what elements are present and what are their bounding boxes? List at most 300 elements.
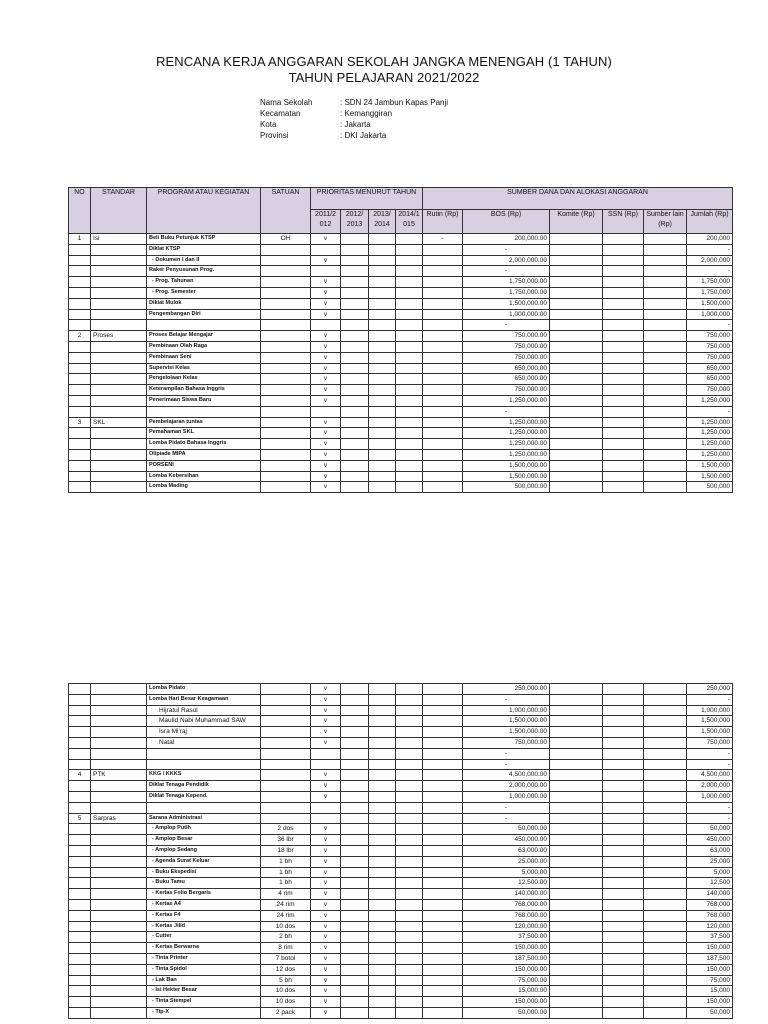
cell-jumlah: 250,000 <box>687 684 733 695</box>
cell-satuan <box>261 287 311 298</box>
cell-sumber-lain <box>644 439 687 450</box>
header-year-2012 <box>341 210 369 234</box>
cell-ssn <box>603 878 644 889</box>
cell-rutin <box>423 309 463 320</box>
cell-prioritas-2012 <box>341 460 369 471</box>
cell-sumber-lain <box>644 417 687 428</box>
cell-sumber-lain <box>644 899 687 910</box>
table-row <box>69 867 733 878</box>
cell-standar <box>91 471 147 482</box>
cell-prioritas-2011: v <box>311 791 341 802</box>
cell-satuan <box>261 277 311 288</box>
cell-satuan: 5 bh <box>261 975 311 986</box>
cell-komite <box>550 385 603 396</box>
table-row <box>69 705 733 716</box>
header-sumber-lain-text: (Rp) <box>658 221 672 228</box>
cell-prioritas-2014 <box>396 694 423 705</box>
cell-no <box>69 953 91 964</box>
table-row <box>69 266 733 277</box>
cell-jumlah: - <box>687 266 733 277</box>
cell-prioritas-2011: v <box>311 395 341 406</box>
cell-program: - Amplop Putih <box>147 824 261 835</box>
cell-prioritas-2013 <box>369 449 396 460</box>
cell-bos: 140,000.00 <box>463 889 550 900</box>
table-row <box>69 277 733 288</box>
cell-prioritas-2014 <box>396 298 423 309</box>
cell-prioritas-2011: v <box>311 964 341 975</box>
cell-sumber-lain <box>644 824 687 835</box>
cell-prioritas-2011: v <box>311 439 341 450</box>
cell-prioritas-2011: v <box>311 417 341 428</box>
cell-prioritas-2014 <box>396 921 423 932</box>
cell-ssn <box>603 781 644 792</box>
cell-jumlah: 650,000 <box>687 363 733 374</box>
cell-program: Proses Belajar Mengajar <box>147 331 261 342</box>
cell-ssn <box>603 320 644 331</box>
info-row <box>260 119 540 130</box>
cell-satuan: 10 dos <box>261 921 311 932</box>
cell-prioritas-2013 <box>369 845 396 856</box>
cell-rutin <box>423 932 463 943</box>
cell-rutin <box>423 878 463 889</box>
cell-komite <box>550 234 603 245</box>
cell-satuan <box>261 374 311 385</box>
cell-rutin <box>423 694 463 705</box>
cell-ssn <box>603 975 644 986</box>
cell-bos: 1,000,000.00 <box>463 791 550 802</box>
cell-no <box>69 759 91 770</box>
cell-sumber-lain <box>644 727 687 738</box>
table-row <box>69 845 733 856</box>
cell-komite <box>550 845 603 856</box>
cell-komite <box>550 748 603 759</box>
cell-sumber-lain <box>644 363 687 374</box>
cell-jumlah: 1,750,000 <box>687 287 733 298</box>
cell-bos: 150,000.00 <box>463 943 550 954</box>
cell-satuan <box>261 385 311 396</box>
cell-rutin <box>423 684 463 695</box>
cell-rutin <box>423 759 463 770</box>
table-row <box>69 986 733 997</box>
cell-komite <box>550 439 603 450</box>
cell-satuan <box>261 748 311 759</box>
cell-program: - Amplop Sedang <box>147 845 261 856</box>
cell-prioritas-2012 <box>341 471 369 482</box>
cell-sumber-lain <box>644 428 687 439</box>
cell-komite <box>550 997 603 1008</box>
cell-prioritas-2013 <box>369 417 396 428</box>
cell-prioritas-2014 <box>396 309 423 320</box>
cell-rutin <box>423 439 463 450</box>
cell-prioritas-2014 <box>396 964 423 975</box>
cell-ssn <box>603 255 644 266</box>
cell-prioritas-2014 <box>396 244 423 255</box>
cell-ssn <box>603 694 644 705</box>
info-label: Kecamatan <box>260 109 301 118</box>
cell-ssn <box>603 374 644 385</box>
cell-prioritas-2014 <box>396 395 423 406</box>
cell-jumlah: 140,000 <box>687 889 733 900</box>
cell-standar <box>91 889 147 900</box>
cell-prioritas-2013 <box>369 277 396 288</box>
info-label: Provinsi <box>260 131 289 140</box>
cell-standar <box>91 748 147 759</box>
cell-prioritas-2012 <box>341 287 369 298</box>
cell-prioritas-2014 <box>396 986 423 997</box>
cell-prioritas-2011: v <box>311 716 341 727</box>
cell-bos: 750,000.00 <box>463 352 550 363</box>
cell-program: - Kertas Berwarna <box>147 943 261 954</box>
cell-prioritas-2013 <box>369 878 396 889</box>
cell-komite <box>550 341 603 352</box>
cell-prioritas-2014 <box>396 845 423 856</box>
cell-ssn <box>603 331 644 342</box>
cell-sumber-lain <box>644 997 687 1008</box>
cell-program: - Tinta Spidol <box>147 964 261 975</box>
cell-sumber-lain <box>644 406 687 417</box>
cell-program: - Prog. Tahunan <box>147 277 261 288</box>
cell-prioritas-2014 <box>396 320 423 331</box>
cell-bos: 15,000.00 <box>463 986 550 997</box>
budget-table-bottom <box>68 683 733 1019</box>
cell-ssn <box>603 287 644 298</box>
cell-ssn <box>603 449 644 460</box>
cell-no <box>69 352 91 363</box>
cell-bos: 1,500,000.00 <box>463 471 550 482</box>
cell-satuan <box>261 341 311 352</box>
cell-ssn <box>603 727 644 738</box>
cell-komite <box>550 770 603 781</box>
cell-rutin <box>423 997 463 1008</box>
cell-prioritas-2014 <box>396 482 423 493</box>
table-row <box>69 835 733 846</box>
cell-komite <box>550 320 603 331</box>
table-row <box>69 770 733 781</box>
table-row <box>69 975 733 986</box>
cell-prioritas-2012 <box>341 385 369 396</box>
cell-no <box>69 856 91 867</box>
cell-jumlah: 750,000 <box>687 331 733 342</box>
cell-prioritas-2011: v <box>311 867 341 878</box>
cell-no: 4 <box>69 770 91 781</box>
cell-standar <box>91 727 147 738</box>
cell-jumlah: 12,500 <box>687 878 733 889</box>
cell-komite <box>550 802 603 813</box>
cell-bos: 1,250,000.00 <box>463 439 550 450</box>
cell-jumlah: 1,000,000 <box>687 791 733 802</box>
cell-program: - Tinta Printer <box>147 953 261 964</box>
table-row <box>69 791 733 802</box>
table-row <box>69 417 733 428</box>
table-row <box>69 298 733 309</box>
cell-prioritas-2011 <box>311 320 341 331</box>
cell-komite <box>550 449 603 460</box>
cell-rutin <box>423 737 463 748</box>
cell-rutin <box>423 363 463 374</box>
cell-prioritas-2013 <box>369 964 396 975</box>
cell-prioritas-2012 <box>341 737 369 748</box>
cell-jumlah: 1,500,000 <box>687 471 733 482</box>
cell-prioritas-2012 <box>341 234 369 245</box>
cell-komite <box>550 932 603 943</box>
cell-no <box>69 460 91 471</box>
document-subtitle: TAHUN PELAJARAN 2021/2022 <box>288 70 480 85</box>
cell-prioritas-2012 <box>341 716 369 727</box>
cell-prioritas-2011: v <box>311 694 341 705</box>
cell-program: - Prog. Semester <box>147 287 261 298</box>
cell-prioritas-2014 <box>396 716 423 727</box>
cell-no <box>69 748 91 759</box>
cell-satuan <box>261 309 311 320</box>
cell-sumber-lain <box>644 813 687 824</box>
cell-prioritas-2012 <box>341 684 369 695</box>
cell-program <box>147 748 261 759</box>
cell-prioritas-2012 <box>341 813 369 824</box>
cell-prioritas-2012 <box>341 374 369 385</box>
cell-sumber-lain <box>644 889 687 900</box>
info-value: : Kemanggiran <box>340 109 393 118</box>
cell-komite <box>550 471 603 482</box>
cell-prioritas-2014 <box>396 449 423 460</box>
cell-standar <box>91 298 147 309</box>
cell-program: Diklat Tenaga Kepend. <box>147 791 261 802</box>
cell-standar <box>91 791 147 802</box>
cell-prioritas-2013 <box>369 352 396 363</box>
cell-rutin <box>423 385 463 396</box>
cell-satuan: 4 rim <box>261 889 311 900</box>
cell-standar <box>91 406 147 417</box>
cell-prioritas-2013 <box>369 471 396 482</box>
cell-ssn <box>603 309 644 320</box>
cell-program: Supervisi Kelas <box>147 363 261 374</box>
cell-sumber-lain <box>644 748 687 759</box>
cell-prioritas-2013 <box>369 244 396 255</box>
cell-prioritas-2011: v <box>311 460 341 471</box>
cell-ssn <box>603 395 644 406</box>
cell-prioritas-2012 <box>341 964 369 975</box>
cell-sumber-lain <box>644 964 687 975</box>
cell-program <box>147 802 261 813</box>
table-row <box>69 320 733 331</box>
info-row <box>260 130 540 141</box>
cell-ssn <box>603 997 644 1008</box>
cell-ssn <box>603 439 644 450</box>
cell-bos: - <box>463 748 550 759</box>
cell-prioritas-2013 <box>369 705 396 716</box>
cell-satuan <box>261 471 311 482</box>
cell-ssn <box>603 352 644 363</box>
cell-sumber-lain <box>644 781 687 792</box>
cell-no <box>69 824 91 835</box>
cell-prioritas-2012 <box>341 889 369 900</box>
cell-satuan <box>261 802 311 813</box>
cell-no <box>69 287 91 298</box>
table-row <box>69 352 733 363</box>
cell-ssn <box>603 759 644 770</box>
cell-prioritas-2013 <box>369 684 396 695</box>
cell-bos: 768,000.00 <box>463 899 550 910</box>
cell-no: 2 <box>69 331 91 342</box>
cell-prioritas-2013 <box>369 320 396 331</box>
cell-program: Lomba Mading <box>147 482 261 493</box>
cell-program: - Buku Ekspedisi <box>147 867 261 878</box>
cell-jumlah: 750,000 <box>687 352 733 363</box>
cell-program <box>147 759 261 770</box>
cell-komite <box>550 781 603 792</box>
table-body-top <box>69 234 733 493</box>
cell-satuan <box>261 694 311 705</box>
cell-prioritas-2012 <box>341 953 369 964</box>
cell-no <box>69 975 91 986</box>
cell-rutin <box>423 791 463 802</box>
cell-sumber-lain <box>644 341 687 352</box>
cell-komite <box>550 309 603 320</box>
cell-bos: - <box>463 320 550 331</box>
cell-prioritas-2011: v <box>311 856 341 867</box>
cell-rutin <box>423 910 463 921</box>
cell-standar <box>91 277 147 288</box>
cell-ssn <box>603 856 644 867</box>
cell-ssn <box>603 867 644 878</box>
cell-prioritas-2011: v <box>311 943 341 954</box>
cell-sumber-lain <box>644 759 687 770</box>
cell-rutin <box>423 1007 463 1018</box>
cell-rutin <box>423 331 463 342</box>
cell-jumlah: 50,000 <box>687 1007 733 1018</box>
cell-no <box>69 341 91 352</box>
cell-prioritas-2014 <box>396 781 423 792</box>
cell-bos: - <box>463 406 550 417</box>
cell-ssn <box>603 899 644 910</box>
cell-program: - Lak Ban <box>147 975 261 986</box>
cell-prioritas-2012 <box>341 255 369 266</box>
cell-no <box>69 845 91 856</box>
cell-rutin <box>423 889 463 900</box>
cell-sumber-lain <box>644 975 687 986</box>
cell-ssn <box>603 363 644 374</box>
cell-prioritas-2013 <box>369 770 396 781</box>
cell-prioritas-2012 <box>341 482 369 493</box>
cell-satuan: 36 lbr <box>261 835 311 846</box>
cell-prioritas-2014 <box>396 813 423 824</box>
cell-jumlah: 75,000 <box>687 975 733 986</box>
cell-standar <box>91 737 147 748</box>
cell-prioritas-2014 <box>396 867 423 878</box>
cell-komite <box>550 899 603 910</box>
cell-sumber-lain <box>644 244 687 255</box>
cell-rutin <box>423 899 463 910</box>
cell-bos: 4,500,000.00 <box>463 770 550 781</box>
cell-standar <box>91 932 147 943</box>
cell-standar <box>91 997 147 1008</box>
cell-prioritas-2012 <box>341 266 369 277</box>
cell-prioritas-2013 <box>369 363 396 374</box>
cell-sumber-lain <box>644 482 687 493</box>
header-year-text: 015 <box>403 221 415 228</box>
cell-bos: 750,000.00 <box>463 331 550 342</box>
cell-satuan <box>261 449 311 460</box>
cell-sumber-lain <box>644 835 687 846</box>
cell-prioritas-2011: v <box>311 889 341 900</box>
table-row <box>69 727 733 738</box>
table-row <box>69 878 733 889</box>
cell-prioritas-2013 <box>369 791 396 802</box>
cell-program: Pembinaan Olah Raga <box>147 341 261 352</box>
cell-ssn <box>603 932 644 943</box>
table-row <box>69 385 733 396</box>
cell-prioritas-2011: v <box>311 309 341 320</box>
table-row <box>69 471 733 482</box>
cell-rutin <box>423 856 463 867</box>
cell-standar <box>91 921 147 932</box>
cell-sumber-lain <box>644 309 687 320</box>
cell-prioritas-2012 <box>341 439 369 450</box>
cell-jumlah: 1,000,000 <box>687 705 733 716</box>
cell-prioritas-2011 <box>311 802 341 813</box>
cell-prioritas-2011 <box>311 244 341 255</box>
cell-bos: 2,000,000.00 <box>463 781 550 792</box>
cell-komite <box>550 374 603 385</box>
table-row <box>69 234 733 245</box>
header-rutin: Rutin (Rp) <box>423 210 463 234</box>
cell-jumlah: 120,000 <box>687 921 733 932</box>
cell-ssn <box>603 791 644 802</box>
cell-komite <box>550 716 603 727</box>
cell-program: - Agenda Surat Keluar <box>147 856 261 867</box>
cell-satuan: 10 dos <box>261 986 311 997</box>
cell-jumlah: 63,000 <box>687 845 733 856</box>
cell-rutin <box>423 374 463 385</box>
cell-bos: 50,000.00 <box>463 1007 550 1018</box>
cell-bos: 1,250,000.00 <box>463 428 550 439</box>
cell-standar <box>91 716 147 727</box>
header-year-2014 <box>396 210 423 234</box>
cell-program: Isra Mi'raj <box>147 727 261 738</box>
cell-prioritas-2012 <box>341 899 369 910</box>
cell-komite <box>550 889 603 900</box>
cell-bos: 75,000.00 <box>463 975 550 986</box>
cell-ssn <box>603 385 644 396</box>
cell-program <box>147 406 261 417</box>
cell-bos: 768,000.00 <box>463 910 550 921</box>
cell-satuan <box>261 781 311 792</box>
cell-sumber-lain <box>644 802 687 813</box>
cell-komite <box>550 298 603 309</box>
cell-jumlah: - <box>687 694 733 705</box>
cell-satuan <box>261 406 311 417</box>
cell-komite <box>550 482 603 493</box>
cell-bos: 650,000.00 <box>463 363 550 374</box>
cell-standar <box>91 352 147 363</box>
cell-prioritas-2014 <box>396 824 423 835</box>
cell-prioritas-2014 <box>396 899 423 910</box>
table-row <box>69 899 733 910</box>
cell-rutin <box>423 320 463 331</box>
table-row <box>69 813 733 824</box>
cell-satuan <box>261 737 311 748</box>
table-row <box>69 889 733 900</box>
header-komite: Komite (Rp) <box>550 210 603 234</box>
cell-jumlah: 650,000 <box>687 374 733 385</box>
header-year-text: 012 <box>319 221 332 228</box>
cell-sumber-lain <box>644 737 687 748</box>
cell-prioritas-2011 <box>311 759 341 770</box>
cell-ssn <box>603 1007 644 1018</box>
cell-rutin <box>423 748 463 759</box>
cell-no <box>69 867 91 878</box>
cell-satuan <box>261 266 311 277</box>
cell-sumber-lain <box>644 878 687 889</box>
